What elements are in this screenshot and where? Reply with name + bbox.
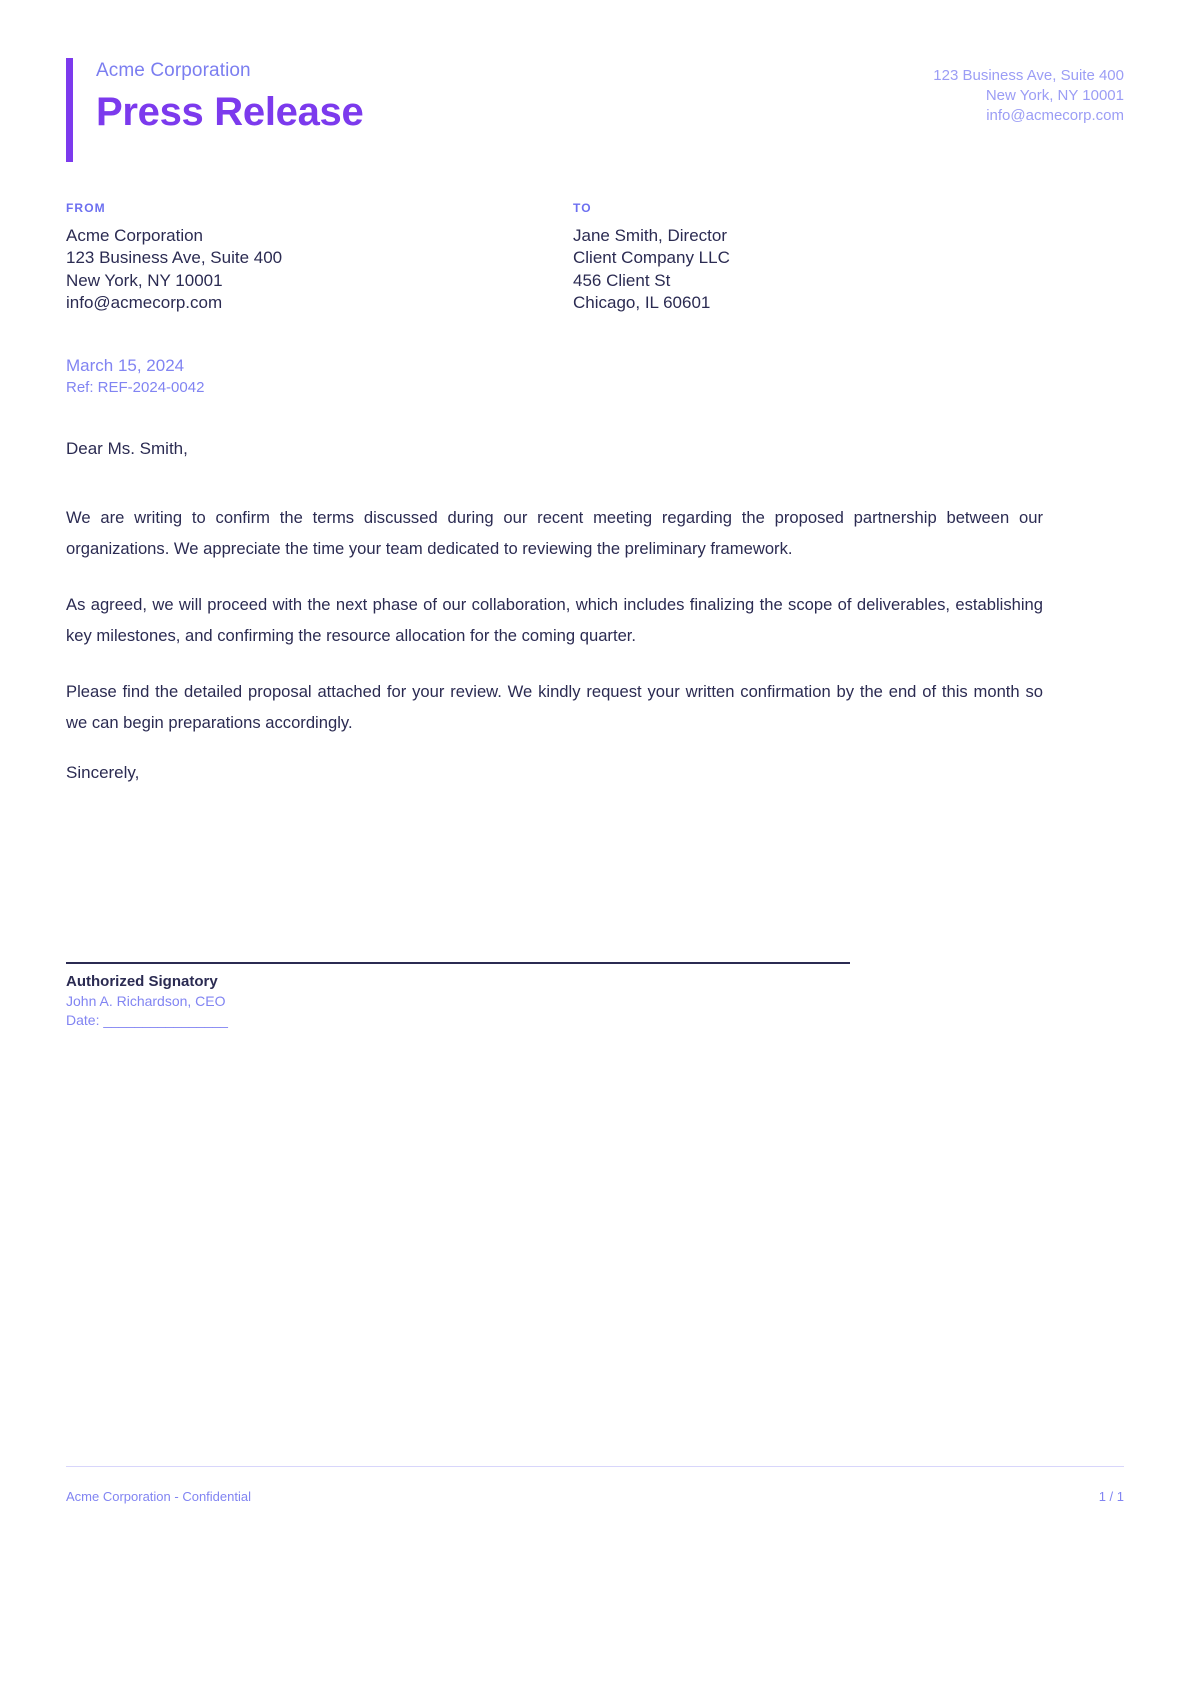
- to-line-city: Chicago, IL 60601: [573, 293, 711, 313]
- letterhead: [66, 58, 1124, 162]
- footer-content: [66, 1488, 1124, 1506]
- signature-line: [66, 962, 850, 964]
- from-line-city: New York, NY 10001: [66, 270, 223, 290]
- from-line-email: info@acmecorp.com: [66, 293, 223, 313]
- body-paragraph: We are writing to confirm the terms discussed during our recent meeting regarding the proposed partnership between our organizations. We appreciate the time your team dedicated to reviewing the preliminary framework.: [66, 508, 1043, 558]
- company-name: Acme Corporation: [96, 60, 251, 81]
- footer-divider: [66, 1466, 1124, 1467]
- contact-line-email: info@acmecorp.com: [986, 107, 1124, 124]
- signature-block: [66, 962, 850, 1030]
- signature-date-field: Date: ________________: [66, 1012, 228, 1028]
- signature-title: Authorized Signatory: [66, 973, 218, 990]
- body-paragraph: As agreed, we will proceed with the next phase of our collaboration, which includes finalizing the scope of deliverables, establishing key milestones, and confirming the resource allocation for the coming quarter.: [66, 595, 1043, 645]
- from-line-company: Acme Corporation: [66, 226, 204, 245]
- from-label: FROM: [66, 201, 106, 215]
- page-footer: [66, 1466, 1124, 1506]
- from-line-street: 123 Business Ave, Suite 400: [66, 248, 283, 268]
- to-line-recipient: Jane Smith, Director: [573, 226, 727, 245]
- accent-bar: [66, 58, 73, 162]
- document-meta: [66, 354, 204, 399]
- closing-line: Sincerely,: [66, 763, 140, 782]
- signatory-name: John A. Richardson, CEO: [66, 993, 226, 1009]
- from-address: [66, 200, 282, 315]
- body-paragraph: Please find the detailed proposal attached for your review. We kindly request your written confirmation by the end of this month so we can begin preparations accordingly.: [66, 682, 1043, 732]
- contact-line-city: New York, NY 10001: [985, 87, 1124, 104]
- to-line-street: 456 Client St: [573, 270, 671, 290]
- letterhead-contact: [933, 66, 1124, 126]
- salutation: Dear Ms. Smith,: [66, 439, 188, 458]
- letterhead-titles: [96, 58, 363, 138]
- to-label: TO: [573, 201, 592, 215]
- page-number: 1 / 1: [1098, 1489, 1124, 1504]
- reference-number: Ref: REF-2024-0042: [66, 379, 205, 396]
- to-address: [573, 200, 730, 315]
- to-line-company: Client Company LLC: [573, 248, 730, 268]
- contact-line-address: 123 Business Ave, Suite 400: [933, 67, 1124, 84]
- footer-confidentiality: Acme Corporation - Confidential: [66, 1489, 251, 1504]
- page-title: Press Release: [96, 90, 364, 134]
- document-date: March 15, 2024: [66, 356, 185, 375]
- letter-body: [66, 502, 1043, 763]
